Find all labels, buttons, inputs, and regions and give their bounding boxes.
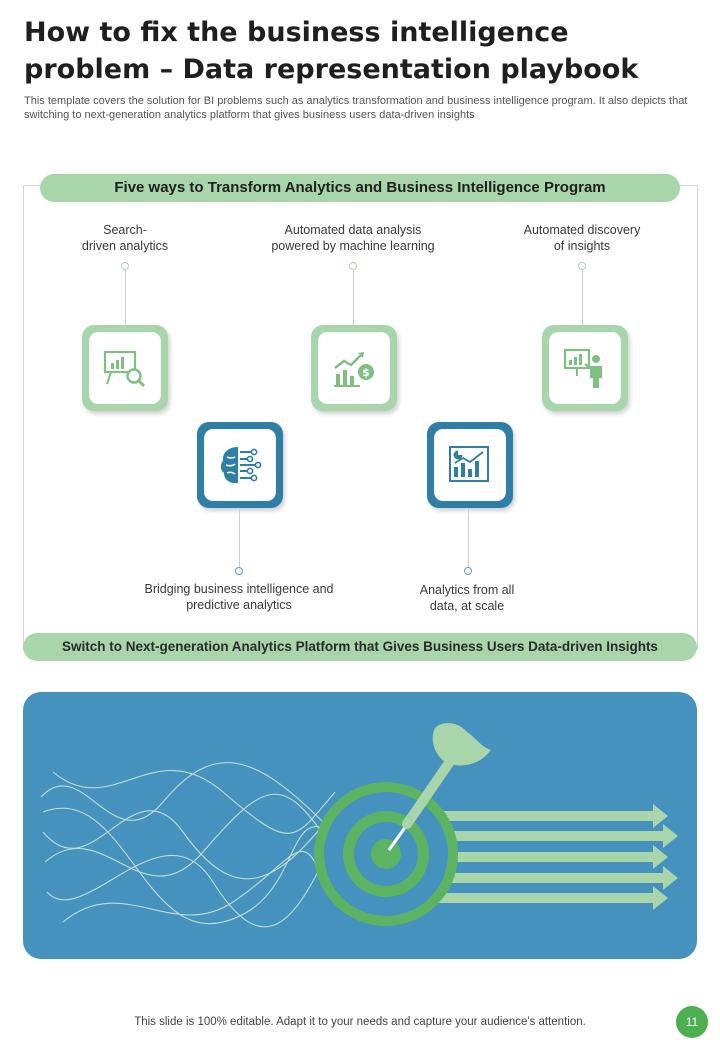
connector-line [582, 270, 583, 326]
presenter-board-icon [563, 346, 607, 390]
item-tile-automated-data-analysis [311, 325, 397, 411]
connector-dot [121, 262, 129, 270]
item-tile-automated-discovery [542, 325, 628, 411]
item-tile-bridging-bi [197, 422, 283, 508]
item-tile-search-driven-analytics [82, 325, 168, 411]
brain-circuit-icon [218, 443, 262, 487]
tile-inner [318, 332, 390, 404]
connector-line [353, 270, 354, 326]
presentation-search-icon [103, 346, 147, 390]
connector-dot [349, 262, 357, 270]
growth-chart-dollar-icon [332, 346, 376, 390]
connector-line [239, 508, 240, 568]
diagram-footer-banner: Switch to Next-generation Analytics Platform that Gives Business Users Data-driven Insights [23, 633, 697, 661]
diagram-heading: Five ways to Transform Analytics and Business Intelligence Program [40, 174, 680, 202]
item-label-bridging-bi: Bridging business intelligence and predictive analytics [144, 582, 334, 612]
svg-text:$: $ [362, 366, 370, 379]
page-number-badge: 11 [676, 1006, 708, 1038]
tile-inner [549, 332, 621, 404]
item-label-automated-discovery: Automated discovery of insights [523, 223, 641, 253]
dashboard-chart-icon [448, 443, 492, 487]
footer-note: This slide is 100% editable. Adapt it to your needs and capture your audience's attention. [134, 1016, 586, 1028]
item-tile-analytics-all-data [427, 422, 513, 508]
connector-dot [578, 262, 586, 270]
tile-inner [89, 332, 161, 404]
item-label-automated-data-analysis: Automated data analysis powered by machine learning [271, 223, 435, 253]
connector-line [468, 508, 469, 568]
connector-line [125, 270, 126, 326]
item-label-analytics-all-data: Analytics from all data, at scale [419, 583, 515, 613]
page-subtitle: This template covers the solution for BI problems such as analytics transformation and business intelligence program. It also depicts that switching to next-generation analytics platform that gives business users data-driven insights [24, 95, 688, 121]
connector-dot [235, 567, 243, 575]
illustration-panel [23, 692, 697, 959]
dart-target-arrows-icon [23, 692, 697, 959]
tile-inner [204, 429, 276, 501]
tile-inner [434, 429, 506, 501]
item-label-search-driven-analytics: Search- driven analytics [81, 223, 169, 253]
page-title: How to fix the business intelligence problem – Data representation playbook [24, 17, 639, 85]
connector-dot [464, 567, 472, 575]
